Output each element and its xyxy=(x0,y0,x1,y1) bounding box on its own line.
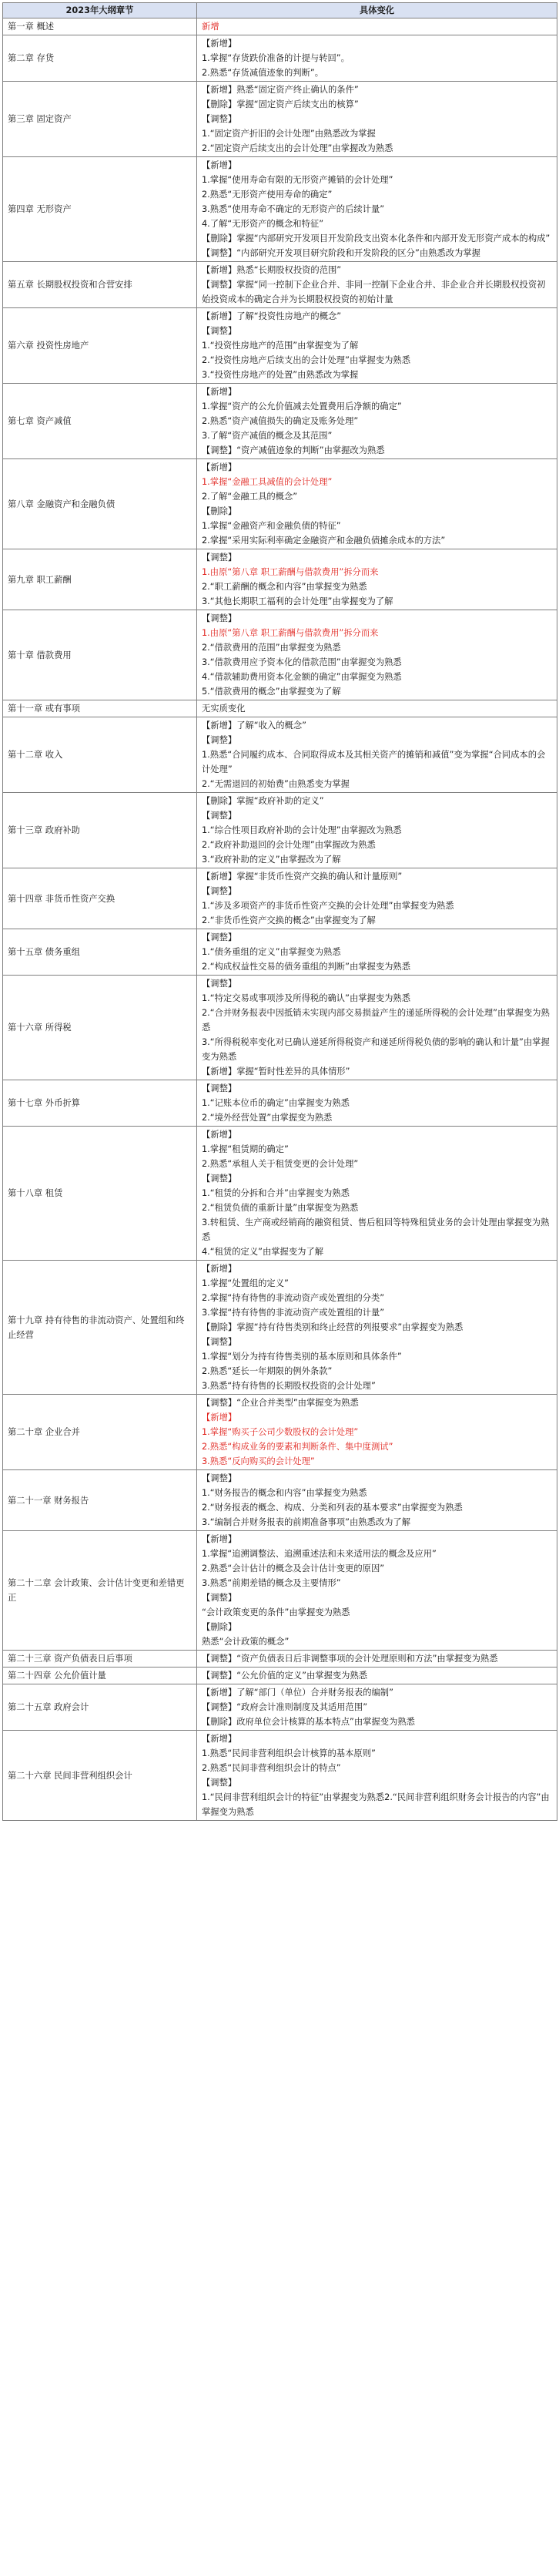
table-row xyxy=(3,157,557,262)
changes-cell xyxy=(197,157,557,262)
change-line: 【调整】 xyxy=(202,1593,237,1603)
chapter-cell: 第十六章 所得税 xyxy=(3,976,197,1080)
change-line: 4.了解“无形资产的概念和特征” xyxy=(202,219,324,229)
table-row xyxy=(3,1470,557,1531)
chapter-cell: 第二十二章 会计政策、会计估计变更和差错更正 xyxy=(3,1531,197,1651)
table-row xyxy=(3,793,557,868)
changes-cell xyxy=(197,717,557,793)
chapter-cell: 第十九章 持有待售的非流动资产、处置组和终止经营 xyxy=(3,1261,197,1395)
change-line: 【新增】 xyxy=(202,1130,237,1140)
chapter-cell: 第十章 借款费用 xyxy=(3,610,197,700)
change-line: 2.“投资性房地产后续支出的会计处理”由掌握变为熟悉 xyxy=(202,355,411,365)
change-line: 【调整】 xyxy=(202,735,237,745)
changes-cell xyxy=(197,18,557,35)
changes-cell xyxy=(197,1684,557,1731)
change-line: 3.了解“资产减值的概念及其范围” xyxy=(202,431,333,441)
change-line: 1.“财务报告的概念和内容”由掌握变为熟悉 xyxy=(202,1488,367,1498)
change-line: 1.熟悉“合同履约成本、合同取得成本及其相关资产的摊销和减值”变为掌握“合同成本的会计处理” xyxy=(202,750,546,774)
change-line: 2.“固定资产后续支出的会计处理”由掌握改为熟悉 xyxy=(202,143,393,153)
change-line: 新增 xyxy=(202,22,219,32)
change-line: 【调整】“内部研究开发项目研究阶段和开发阶段的区分”由熟悉改为掌握 xyxy=(202,248,480,258)
changes-cell xyxy=(197,1651,557,1668)
change-line: 1.“债务重组的定义”由掌握变为熟悉 xyxy=(202,947,341,957)
change-line: 2.“借款费用的范围”由掌握变为熟悉 xyxy=(202,643,341,653)
change-line: 【调整】 xyxy=(202,1337,237,1347)
change-line: 1.由原“第八章 职工薪酬与借款费用”拆分而来 xyxy=(202,628,379,638)
change-line: 【新增】了解“收入的概念” xyxy=(202,720,306,730)
change-line: 【调整】 xyxy=(202,326,237,336)
change-line: 1.“涉及多项资产的非货币性资产交换的会计处理”由掌握变为熟悉 xyxy=(202,901,454,911)
change-line: 3.熟悉“持有待售的长期股权投资的会计处理” xyxy=(202,1381,376,1391)
table-row xyxy=(3,1731,557,1821)
change-line: 【删除】掌握“内部研究开发项目开发阶段支出资本化条件和内部开发无形资产成本的构成” xyxy=(202,233,551,243)
header-chapter: 2023年大纲章节 xyxy=(3,3,197,18)
table-row xyxy=(3,1261,557,1395)
change-line: 无实质变化 xyxy=(202,704,246,714)
table-row xyxy=(3,700,557,717)
changes-cell xyxy=(197,1080,557,1127)
chapter-cell: 第七章 资产减值 xyxy=(3,384,197,459)
change-line: 【调整】 xyxy=(202,1174,237,1184)
table-row xyxy=(3,35,557,82)
change-line: 【调整】 xyxy=(202,811,237,821)
change-line: 【调整】掌握“同一控制下企业合并、非同一控制下企业合并、非企业合并长期股权投资初始投资成本的确定合并为长期股权投资的初始计量 xyxy=(202,280,546,304)
change-line: 【新增】 xyxy=(202,1534,237,1544)
change-line: 2.“合并财务报表中因抵销未实现内部交易损益产生的递延所得税的会计处理”由掌握变为熟悉 xyxy=(202,1008,550,1033)
changes-cell xyxy=(197,459,557,549)
chapter-cell: 第二十五章 政府会计 xyxy=(3,1684,197,1731)
changes-cell xyxy=(197,82,557,157)
change-line: 【调整】“资产负债表日后非调整事项的会计处理原则和方法”由掌握变为熟悉 xyxy=(202,1654,498,1664)
change-line: 【调整】“公允价值的定义”由掌握变为熟悉 xyxy=(202,1671,368,1681)
changes-cell xyxy=(197,1261,557,1395)
change-line: 【调整】“企业合并类型”由掌握变为熟悉 xyxy=(202,1398,359,1408)
table-row xyxy=(3,18,557,35)
change-line: 【调整】 xyxy=(202,114,237,124)
change-line: 2.“构成权益性交易的债务重组的判断”由掌握变为熟悉 xyxy=(202,962,411,972)
change-line: 【调整】 xyxy=(202,979,237,989)
table-row xyxy=(3,1531,557,1651)
change-line: 1.熟悉“民间非营利组织会计核算的基本原则” xyxy=(202,1748,376,1758)
table-row xyxy=(3,610,557,700)
chapter-cell: 第八章 金融资产和金融负债 xyxy=(3,459,197,549)
change-line: 【新增】 xyxy=(202,462,237,472)
change-line: 1.掌握“金融资产和金融负债的特征” xyxy=(202,521,341,531)
change-line: 3.“编制合并财务报表的前期准备事项”由熟悉改为了解 xyxy=(202,1517,411,1527)
change-line: 2.掌握“持有待售的非流动资产或处置组的分类” xyxy=(202,1293,385,1303)
change-line: 3.“其他长期职工福利的会计处理”由掌握变为了解 xyxy=(202,596,393,606)
change-line: 【删除】掌握“持有待售类别和终止经营的列报要求”由掌握变为熟悉 xyxy=(202,1322,464,1332)
chapter-cell: 第九章 职工薪酬 xyxy=(3,549,197,610)
change-line: 【新增】 xyxy=(202,160,237,170)
chapter-cell: 第十七章 外币折算 xyxy=(3,1080,197,1127)
change-line: 【调整】“政府会计准则制度及其适用范围” xyxy=(202,1702,368,1712)
change-line: 2.熟悉“会计估计的概念及会计估计变更的原因” xyxy=(202,1563,385,1573)
change-line: 【删除】掌握“政府补助的定义” xyxy=(202,796,324,806)
chapter-cell: 第十三章 政府补助 xyxy=(3,793,197,868)
changes-cell xyxy=(197,1127,557,1261)
change-line: 1.掌握“金融工具减值的会计处理” xyxy=(202,477,333,487)
change-line: 【新增】掌握“非货币性资产交换的确认和计量原则” xyxy=(202,872,403,882)
change-line: 【调整】 xyxy=(202,886,237,896)
chapter-cell: 第一章 概述 xyxy=(3,18,197,35)
chapter-cell: 第十四章 非货币性资产交换 xyxy=(3,868,197,929)
change-line: 2.熟悉“承租人关于租赁变更的会计处理” xyxy=(202,1159,359,1169)
table-row xyxy=(3,1127,557,1261)
chapter-cell: 第十五章 债务重组 xyxy=(3,929,197,976)
change-line: 1.“投资性房地产的范围”由掌握变为了解 xyxy=(202,341,359,351)
change-line: 3.“投资性房地产的处置”由熟悉改为掌握 xyxy=(202,370,359,380)
change-line: 3.“所得税税率变化对已确认递延所得税资产和递延所得税负债的影响的确认和计量”由掌握变为熟悉 xyxy=(202,1037,550,1062)
change-line: 【调整】 xyxy=(202,1778,237,1788)
chapter-cell: 第十八章 租赁 xyxy=(3,1127,197,1261)
change-line: 2.“财务报表的概念、构成、分类和列表的基本要求”由掌握变为熟悉 xyxy=(202,1503,463,1513)
chapter-cell: 第二十六章 民间非营利组织会计 xyxy=(3,1731,197,1821)
change-line: 【删除】 xyxy=(202,1622,237,1632)
changes-cell xyxy=(197,1531,557,1651)
changes-cell xyxy=(197,929,557,976)
chapter-cell: 第二章 存货 xyxy=(3,35,197,82)
changes-cell xyxy=(197,549,557,610)
change-line: 1.“租赁的分拆和合并”由掌握变为熟悉 xyxy=(202,1188,350,1198)
changes-cell xyxy=(197,1668,557,1684)
table-row xyxy=(3,262,557,308)
change-line: 【调整】 xyxy=(202,552,237,563)
change-line: 2.“租赁负债的重新计量”由掌握变为熟悉 xyxy=(202,1203,359,1213)
change-line: 2.了解“金融工具的概念” xyxy=(202,492,298,502)
change-line: 2.熟悉“存货减值迹象的判断”。 xyxy=(202,68,324,78)
table-row xyxy=(3,717,557,793)
change-line: 2.“非货币性资产交换的概念”由掌握变为了解 xyxy=(202,915,376,925)
change-line: 【调整】 xyxy=(202,1083,237,1093)
chapter-cell: 第十一章 或有事项 xyxy=(3,700,197,717)
change-line: 【新增】熟悉“长期股权投资的范围” xyxy=(202,265,342,275)
changes-cell xyxy=(197,262,557,308)
table-row xyxy=(3,459,557,549)
change-line: 【删除】掌握“固定资产后续支出的核算” xyxy=(202,99,359,109)
changes-cell xyxy=(197,976,557,1080)
syllabus-changes-table xyxy=(2,2,557,1821)
change-line: 【删除】 xyxy=(202,506,237,516)
change-line: 2.“无需退回的初始费”由熟悉变为掌握 xyxy=(202,779,350,789)
table-row xyxy=(3,1668,557,1684)
change-line: 【新增】 xyxy=(202,1412,237,1422)
change-line: 2.熟悉“延长一年期限的例外条款” xyxy=(202,1366,333,1376)
change-line: 1.掌握“购买子公司少数股权的会计处理” xyxy=(202,1427,359,1437)
change-line: 【调整】 xyxy=(202,932,237,942)
change-line: 2.熟悉“构成业务的要素和判断条件、集中度测试” xyxy=(202,1442,393,1452)
change-line: 【新增】了解“部门（单位）合并财务报表的编制” xyxy=(202,1688,393,1698)
change-line: 【新增】 xyxy=(202,1264,237,1274)
changes-cell xyxy=(197,1395,557,1470)
change-line: 【新增】 xyxy=(202,1734,237,1744)
changes-cell xyxy=(197,308,557,384)
table-row xyxy=(3,308,557,384)
change-line: 1.掌握“处置组的定义” xyxy=(202,1278,289,1288)
chapter-cell: 第四章 无形资产 xyxy=(3,157,197,262)
changes-cell xyxy=(197,793,557,868)
change-line: 1.“特定交易或事项涉及所得税的确认”由掌握变为熟悉 xyxy=(202,993,411,1003)
change-line: 4.“借款辅助费用资本化金额的确定”由掌握变为熟悉 xyxy=(202,672,402,682)
change-line: 【调整】 xyxy=(202,613,237,623)
change-line: 【新增】熟悉“固定资产终止确认的条件” xyxy=(202,85,359,95)
table-row xyxy=(3,384,557,459)
table-row xyxy=(3,868,557,929)
changes-cell xyxy=(197,700,557,717)
change-line: 3.熟悉“反向购买的会计处理” xyxy=(202,1456,315,1466)
table-row xyxy=(3,929,557,976)
change-line: 1.掌握“划分为持有待售类别的基本原则和具体条件” xyxy=(202,1352,402,1362)
change-line: 【新增】 xyxy=(202,39,237,49)
table-row xyxy=(3,976,557,1080)
changes-cell xyxy=(197,610,557,700)
change-line: 4.“租赁的定义”由掌握变为了解 xyxy=(202,1247,324,1257)
changes-cell xyxy=(197,868,557,929)
table-row xyxy=(3,1684,557,1731)
chapter-cell: 第十二章 收入 xyxy=(3,717,197,793)
change-line: 1.“综合性项目政府补助的会计处理”由掌握改为熟悉 xyxy=(202,825,402,835)
table-row xyxy=(3,1395,557,1470)
change-line: 2.熟悉“无形资产使用寿命的确定” xyxy=(202,190,333,200)
change-line: 3.“借款费用应予资本化的借款范围”由掌握变为熟悉 xyxy=(202,657,402,667)
changes-cell xyxy=(197,1470,557,1531)
chapter-cell: 第三章 固定资产 xyxy=(3,82,197,157)
change-line: “会计政策变更的条件”由掌握变为熟悉 xyxy=(202,1607,350,1617)
change-line: 3.熟悉“前期差错的概念及主要情形” xyxy=(202,1578,341,1588)
chapter-cell: 第五章 长期股权投资和合营安排 xyxy=(3,262,197,308)
change-line: 5.“借款费用的概念”由掌握变为了解 xyxy=(202,687,341,697)
change-line: 1.掌握“使用寿命有限的无形资产摊销的会计处理” xyxy=(202,175,393,185)
changes-cell xyxy=(197,1731,557,1821)
change-line: 2.“境外经营处置”由掌握变为熟悉 xyxy=(202,1113,333,1123)
change-line: 3.“政府补助的定义”由掌握改为了解 xyxy=(202,855,341,865)
change-line: 1.由原“第八章 职工薪酬与借款费用”拆分而来 xyxy=(202,567,379,577)
change-line: 1.“民间非营利组织会计的特征”由掌握变为熟悉2.“民间非营利组织财务会计报告的内容”由掌握变为熟悉 xyxy=(202,1792,550,1817)
change-line: 1.掌握“存货跌价准备的计提与转回”。 xyxy=(202,53,350,63)
chapter-cell: 第二十章 企业合并 xyxy=(3,1395,197,1470)
table-row xyxy=(3,1080,557,1127)
change-line: 2.掌握“采用实际利率确定金融资产和金融负债摊余成本的方法” xyxy=(202,536,446,546)
change-line: 3.转租赁、生产商或经销商的融资租赁、售后租回等特殊租赁业务的会计处理由掌握变为熟悉 xyxy=(202,1217,550,1242)
changes-cell xyxy=(197,35,557,82)
change-line: 【调整】 xyxy=(202,1473,237,1483)
change-line: 2.“职工薪酬的概念和内容”由掌握变为熟悉 xyxy=(202,582,367,592)
change-line: 1.“固定资产折旧的会计处理”由熟悉改为掌握 xyxy=(202,129,376,139)
change-line: 【新增】 xyxy=(202,387,237,397)
change-line: 1.掌握“追溯调整法、追溯重述法和未来适用法的概念及应用” xyxy=(202,1549,437,1559)
change-line: 1.掌握“资产的公允价值减去处置费用后净额的确定” xyxy=(202,401,402,411)
change-line: 熟悉“会计政策的概念” xyxy=(202,1637,290,1647)
chapter-cell: 第六章 投资性房地产 xyxy=(3,308,197,384)
chapter-cell: 第二十三章 资产负债表日后事项 xyxy=(3,1651,197,1668)
table-row xyxy=(3,549,557,610)
change-line: 【新增】了解“投资性房地产的概念” xyxy=(202,311,342,321)
change-line: 2.熟悉“资产减值损失的确定及账务处理” xyxy=(202,416,359,426)
table-header-row xyxy=(3,3,557,18)
change-line: 3.熟悉“使用寿命不确定的无形资产的后续计量” xyxy=(202,204,385,214)
change-line: 【调整】“资产减值迹象的判断”由掌握改为熟悉 xyxy=(202,445,385,455)
table-row xyxy=(3,1651,557,1668)
change-line: 2.熟悉“民间非营利组织会计的特点” xyxy=(202,1763,341,1773)
change-line: 【新增】掌握“暂时性差异的具体情形” xyxy=(202,1066,350,1076)
table-body xyxy=(3,18,557,1821)
table-row xyxy=(3,82,557,157)
change-line: 1.掌握“租赁期的确定” xyxy=(202,1144,289,1154)
change-line: 1.“记账本位币的确定”由掌握变为熟悉 xyxy=(202,1098,350,1108)
change-line: 3.掌握“持有待售的非流动资产或处置组的计量” xyxy=(202,1308,385,1318)
chapter-cell: 第二十一章 财务报告 xyxy=(3,1470,197,1531)
header-changes: 具体变化 xyxy=(197,3,557,18)
changes-cell xyxy=(197,384,557,459)
change-line: 【删除】政府单位会计核算的基本特点”由掌握变为熟悉 xyxy=(202,1717,415,1727)
chapter-cell: 第二十四章 公允价值计量 xyxy=(3,1668,197,1684)
change-line: 2.“政府补助退回的会计处理”由掌握改为熟悉 xyxy=(202,840,376,850)
